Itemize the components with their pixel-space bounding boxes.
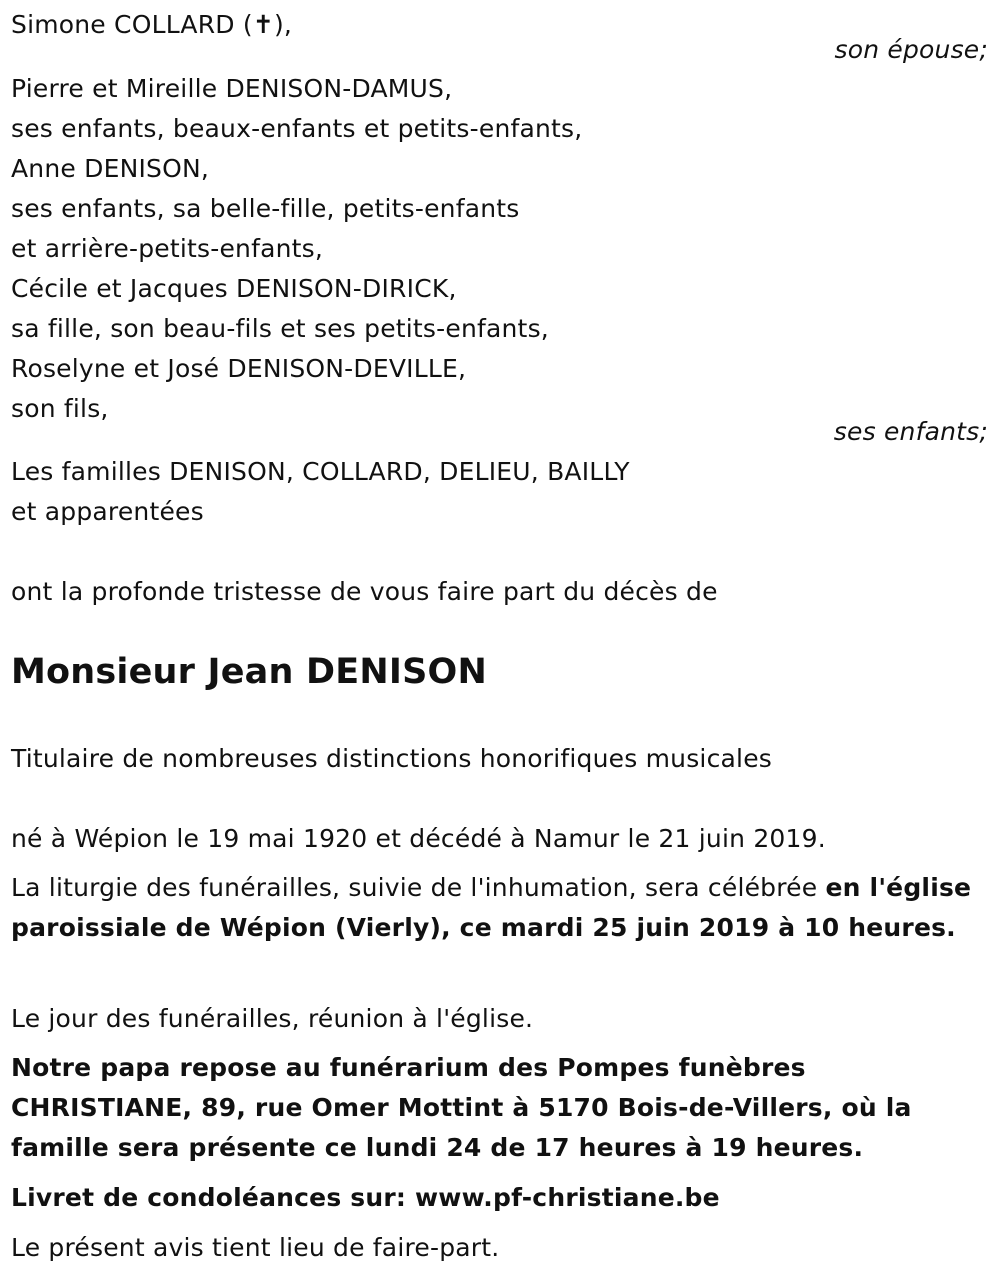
announcement: ont la profonde tristesse de vous faire part du décès de <box>11 577 718 606</box>
children-line: son fils, <box>11 394 109 423</box>
children-line: et arrière-petits-enfants, <box>11 234 324 263</box>
children-line: Anne DENISON, <box>11 154 210 183</box>
liturgy <box>11 868 986 948</box>
families-line: Les familles DENISON, COLLARD, DELIEU, BAILLY <box>11 457 630 486</box>
funeral-home: Notre papa repose au funérarium des Pompes funèbres CHRISTIANE, 89, rue Omer Mottint à 5170 Bois-de-Villers, où la famille sera présente ce lundi 24 de 17 heures à 19 heures. <box>11 1053 912 1162</box>
families-line: et apparentées <box>11 497 204 526</box>
deceased-name: Monsieur Jean DENISON <box>11 652 487 692</box>
birth-death: né à Wépion le 19 mai 1920 et décédé à Namur le 21 juin 2019. <box>11 824 826 853</box>
liturgy-details: en l'église paroissiale de Wépion (Vierly), ce mardi 25 juin 2019 à 10 heures. <box>11 873 972 942</box>
children-relation: ses enfants; <box>833 417 988 446</box>
condolences: Livret de condoléances sur: www.pf-christiane.be <box>11 1183 720 1212</box>
children-line: Cécile et Jacques DENISON-DIRICK, <box>11 274 457 303</box>
children-line: Roselyne et José DENISON-DEVILLE, <box>11 354 467 383</box>
liturgy-intro: La liturgie des funérailles, suivie de l'inhumation, sera célébrée <box>11 873 826 902</box>
children-line: sa fille, son beau-fils et ses petits-enfants, <box>11 314 549 343</box>
children-line: ses enfants, beaux-enfants et petits-enfants, <box>11 114 583 143</box>
notice: Le présent avis tient lieu de faire-part. <box>11 1233 500 1262</box>
children-line: ses enfants, sa belle-fille, petits-enfants <box>11 194 520 223</box>
distinction: Titulaire de nombreuses distinctions honorifiques musicales <box>11 744 772 773</box>
children-line: Pierre et Mireille DENISON-DAMUS, <box>11 74 453 103</box>
spouse-name: Simone COLLARD (✝), <box>11 10 293 39</box>
meeting: Le jour des funérailles, réunion à l'église. <box>11 1004 534 1033</box>
spouse-relation: son épouse; <box>834 35 988 64</box>
